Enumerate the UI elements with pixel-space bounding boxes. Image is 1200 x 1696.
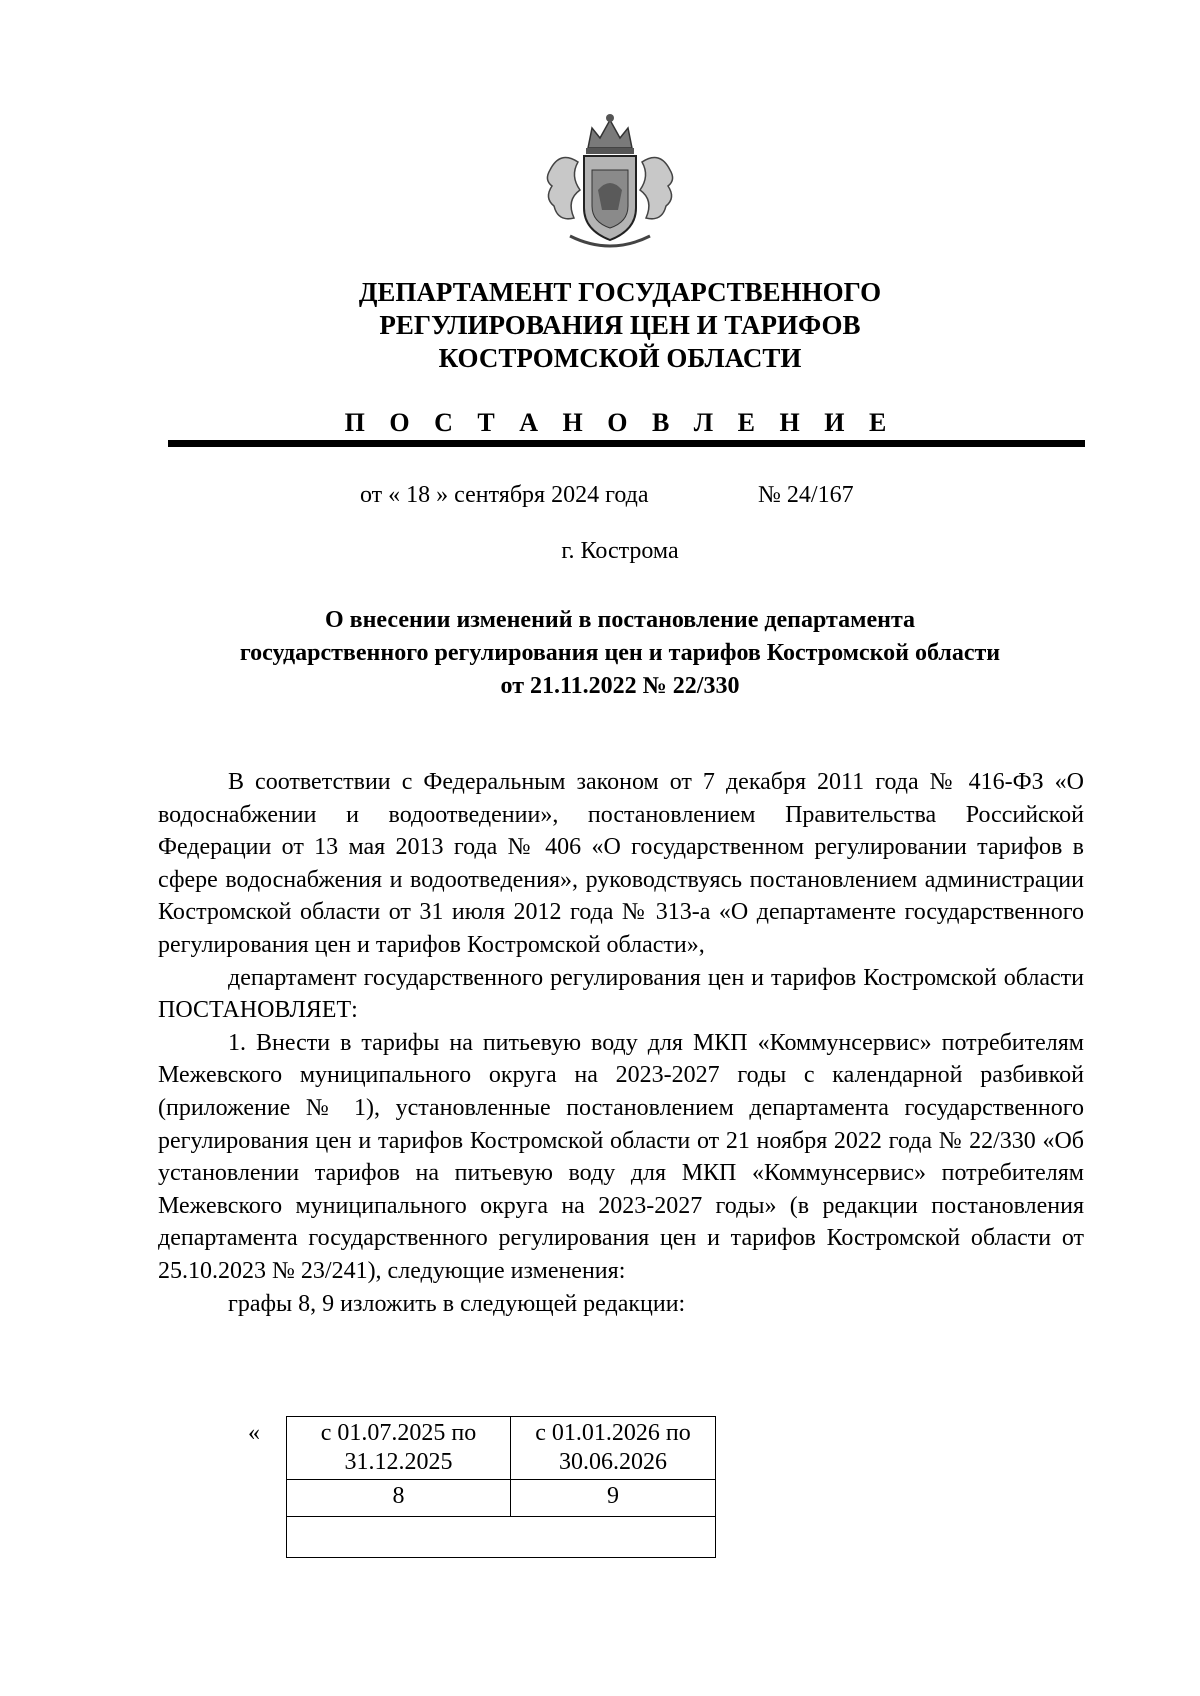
table-empty-cell <box>287 1517 716 1558</box>
document-date: от « 18 » сентября 2024 года <box>360 482 649 508</box>
department-line: ДЕПАРТАМЕНТ ГОСУДАРСТВЕННОГО <box>358 277 882 307</box>
subject-line: государственного регулирования цен и тарифов Костромской области <box>239 640 1001 666</box>
body-paragraph: графы 8, 9 изложить в следующей редакции: <box>228 1290 686 1317</box>
subject-line: О внесении изменений в постановление департамента <box>324 607 916 633</box>
body-paragraph: В соответствии с Федеральным законом от 7 декабря 2011 года № 416-ФЗ «О водоснабжении и водоотведении», постановлением Правительства Российской Федерации от 13 мая 2013 года № 406 «О государственном регулировании тарифов в сфере водоснабжения и водоотведения», руководствуясь постановлением администрации Костромской области от 31 июля 2012 года № 313-а «О департаменте государственного регулирования цен и тарифов Костромской области», <box>158 769 1084 958</box>
department-line: КОСТРОМСКОЙ ОБЛАСТИ <box>438 343 802 373</box>
document-city: г. Кострома <box>561 538 679 564</box>
department-name <box>170 276 1070 375</box>
subject-line: от 21.11.2022 № 22/330 <box>500 673 740 699</box>
table-row <box>287 1417 716 1480</box>
table-open-quote: « <box>248 1420 260 1446</box>
table-row <box>287 1517 716 1558</box>
body-paragraph: департамент государственного регулирования цен и тарифов Костромской области ПОСТАНОВЛЯЕТ: <box>158 964 1084 1024</box>
document-number: № 24/167 <box>758 482 854 508</box>
document-body <box>158 766 1084 1320</box>
table-header-cell: с 01.07.2025 по 31.12.2025 <box>287 1417 511 1480</box>
table-header-cell: с 01.01.2026 по 30.06.2026 <box>511 1417 716 1480</box>
body-paragraph: 1. Внести в тарифы на питьевую воду для МКП «Коммунсервис» потребителям Межевского муниципального округа на 2023-2027 годы с календарной разбивкой (приложение № 1), установленные постановлением департамента государственного регулирования цен и тарифов Костромской области от 21 ноября 2022 года № 22/330 «Об установлении тарифов на питьевую воду для МКП «Коммунсервис» потребителям Межевского муниципального округа на 2023-2027 годы» (в редакции постановления департамента государственного регулирования цен и тарифов Костромской области от 25.10.2023 № 23/241), следующие изменения: <box>158 1029 1084 1284</box>
tariff-table <box>286 1416 716 1558</box>
table-column-number: 8 <box>287 1480 511 1517</box>
kostroma-coat-of-arms-icon <box>540 110 680 260</box>
department-line: РЕГУЛИРОВАНИЯ ЦЕН И ТАРИФОВ <box>379 310 861 340</box>
table-column-number: 9 <box>511 1480 716 1517</box>
document-subject <box>150 604 1090 703</box>
table-row <box>287 1480 716 1517</box>
header-divider <box>168 440 1085 447</box>
document-type: П О С Т А Н О В Л Е Н И Е <box>344 408 896 437</box>
